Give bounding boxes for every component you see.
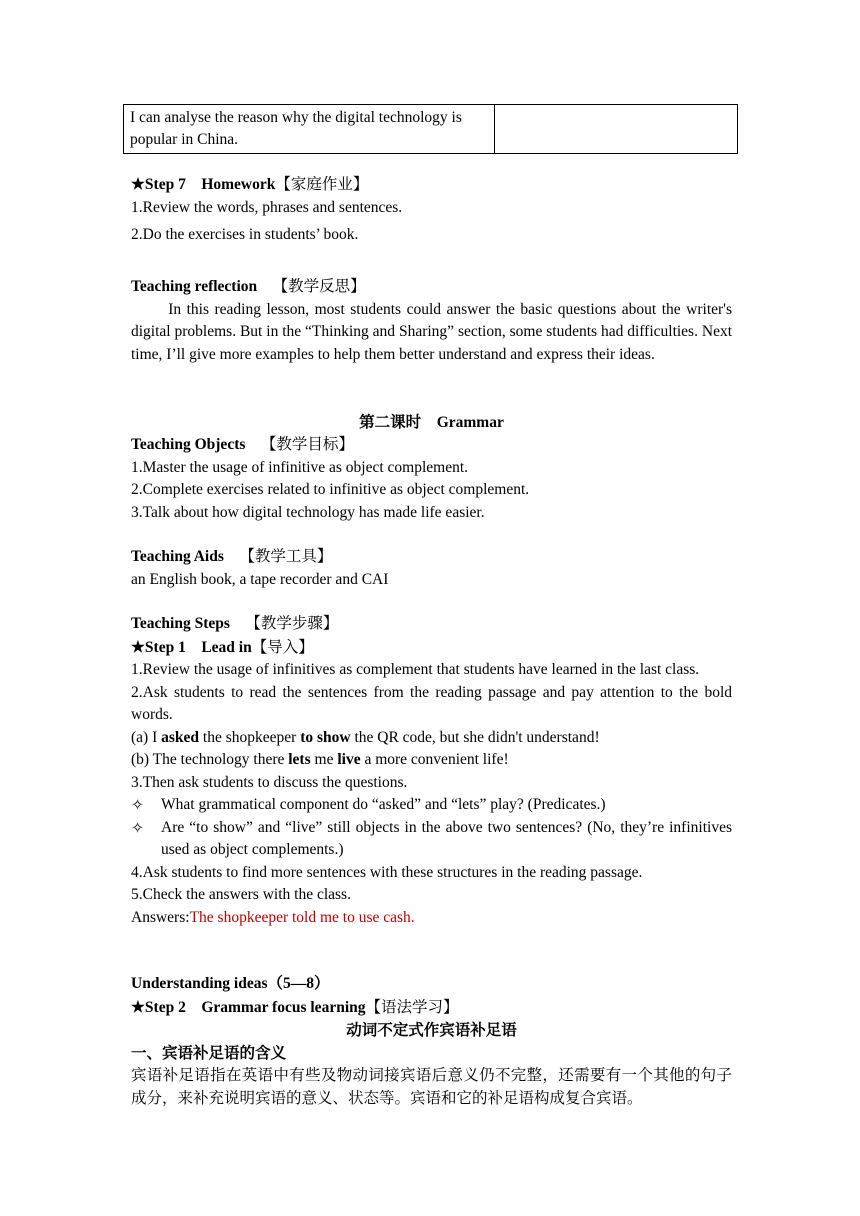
bullet-item: ✧ Are “to show” and “live” still objects in the above two sentences? (No, they’re infinitives used as object complements.) xyxy=(131,818,732,858)
list-item: 5.Check the answers with the class. xyxy=(131,886,351,903)
step-title: Grammar focus learning xyxy=(201,998,366,1016)
diamond-bullet-icon: ✧ xyxy=(131,796,144,814)
grammar-heading: 动词不定式作宾语补足语 xyxy=(346,1021,517,1039)
grammar-text: 宾语补足语指在英语中有些及物动词接宾语后意义仍不完整，还需要有一个其他的句子成分，来补充说明宾语的意义、状态等。宾语和它的补足语构成复合宾语。 xyxy=(131,1066,732,1107)
answers-text: The shopkeeper told me to use cash. xyxy=(189,908,415,926)
answers-line xyxy=(131,907,732,930)
star-icon: ★ xyxy=(131,176,145,193)
reflection-heading xyxy=(131,275,732,299)
step-title: Homework xyxy=(201,176,276,193)
table-cell: I can analyse the reason why the digital technology is popular in China. xyxy=(124,105,495,154)
lesson-title: Grammar xyxy=(436,414,504,431)
list-item: 3.Then ask students to discuss the questions. xyxy=(131,773,408,791)
step7-section xyxy=(131,173,732,247)
step-title: Lead in xyxy=(201,638,252,656)
table-row xyxy=(124,105,738,154)
evaluation-table xyxy=(123,104,738,154)
list-item: 2.Complete exercises related to infinitive as object complement. xyxy=(131,481,530,498)
section-title: Understanding ideas xyxy=(131,975,268,992)
step1-heading xyxy=(131,636,732,660)
section-range: （5—8） xyxy=(267,975,330,992)
lesson-heading xyxy=(131,410,732,432)
step-label: Step 2 xyxy=(144,998,186,1016)
lesson-cn: 第二课时 xyxy=(359,413,422,431)
star-icon: ★ xyxy=(131,998,145,1016)
step-cn-title: 【家庭作业】 xyxy=(275,175,369,193)
list-item: 1.Master the usage of infinitive as object complement. xyxy=(131,458,469,476)
step7-heading xyxy=(131,173,732,197)
section-cn-title: 【教学工具】 xyxy=(239,547,333,565)
list-item: 1.Review the usage of infinitives as complement that students have learned in the last class. xyxy=(131,661,700,678)
list-item: 4.Ask students to find more sentences with these structures in the reading passage. xyxy=(131,863,643,881)
aids-section xyxy=(131,545,732,591)
reflection-section xyxy=(131,275,732,366)
section-title: Teaching Objects xyxy=(131,436,246,453)
section-cn-title: 【教学目标】 xyxy=(260,435,354,453)
step-label: Step 7 xyxy=(144,176,186,193)
step2-section xyxy=(131,973,732,1110)
list-item: 3.Talk about how digital technology has made life easier. xyxy=(131,503,485,521)
list-item: 2.Ask students to read the sentences from the reading passage and pay attention to the bold words. xyxy=(131,683,732,723)
list-item: 2.Do the exercises in students’ book. xyxy=(131,226,359,243)
bullet-item: ✧ What grammatical component do “asked” and “lets” play? (Predicates.) xyxy=(131,794,732,817)
section-title: Teaching Aids xyxy=(131,548,224,565)
diamond-bullet-icon: ✧ xyxy=(131,818,144,837)
section-title: Teaching Steps xyxy=(131,615,230,632)
steps-section xyxy=(131,612,732,929)
step-cn-title: 【语法学习】 xyxy=(365,997,459,1016)
list-item: 1.Review the words, phrases and sentences. xyxy=(131,198,403,216)
reflection-text: In this reading lesson, most students could answer the basic questions about the writer's digital problems. But in the “Thinking and Sharing” section, some students had difficulties. Next time, I’ll give more examples to help them better understand and express their ideas. xyxy=(131,300,732,363)
grammar-subheading: 一、宾语补足语的含义 xyxy=(131,1043,287,1062)
steps-heading xyxy=(131,612,732,636)
section-title: Teaching reflection xyxy=(131,278,258,295)
answers-label: Answers: xyxy=(131,908,190,926)
aids-text: an English book, a tape recorder and CAI xyxy=(131,570,389,588)
objects-section xyxy=(131,433,732,524)
aids-heading xyxy=(131,545,732,569)
section-cn-title: 【教学步骤】 xyxy=(245,614,339,632)
step-cn-title: 【导入】 xyxy=(251,637,314,656)
table-cell xyxy=(495,105,738,154)
step2-heading xyxy=(131,996,732,1020)
section-cn-title: 【教学反思】 xyxy=(272,277,366,295)
star-icon: ★ xyxy=(131,638,145,656)
understanding-heading xyxy=(131,973,732,996)
step-label: Step 1 xyxy=(144,638,186,656)
example-sentence-b: (b) The technology there lets me live a more convenient life! xyxy=(131,751,509,768)
example-sentence-a: (a) I asked the shopkeeper to show the QR code, but she didn't understand! xyxy=(131,728,600,746)
objects-heading xyxy=(131,433,732,457)
